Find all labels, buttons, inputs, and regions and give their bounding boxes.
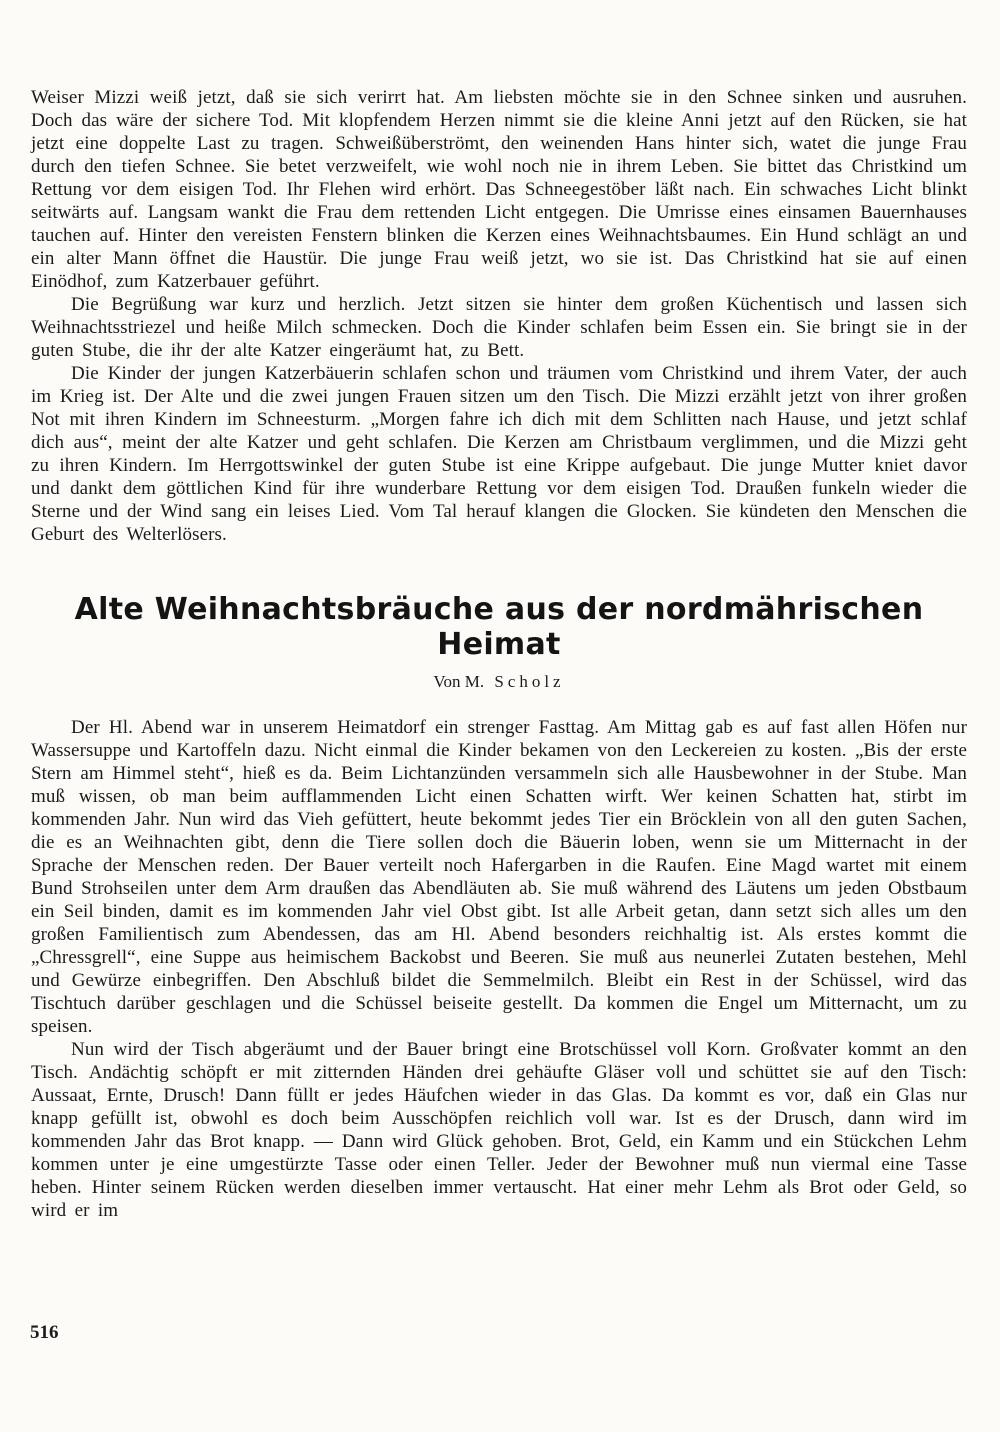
- story-paragraph: Die Kinder der jungen Katzerbäuerin schlafen schon und träumen vom Christkind und ihrem Vater, der auch im Krieg ist. Der Alte und die zwei jungen Frauen sitzen um den Tisch. Die Mizzi erzählt jetzt von ihrer großen Not mit ihren Kindern im Schneesturm. „Morgen fahre ich dich mit dem Schlitten nach Hause, und jetzt schlaf dich aus“, meint der alte Katzer und geht schlafen. Die Kerzen am Christbaum verglimmen, und die Mizzi geht zu ihren Kindern. Im Herrgottswinkel der guten Stube ist eine Krippe aufgebaut. Die junge Mutter kniet davor und dankt dem göttlichen Kind für ihre wunderbare Rettung vor dem eisigen Tod. Draußen funkeln wieder die Sterne und der Wind sang ein leises Lied. Vom Tal herauf klangen die Glocken. Sie kündeten den Menschen die Geburt des Welterlösers.: [31, 363, 967, 545]
- byline-author-name: Scholz: [494, 672, 565, 691]
- byline-prefix: Von M.: [433, 672, 485, 691]
- article-paragraph: Der Hl. Abend war in unserem Heimatdorf ein strenger Fasttag. Am Mittag gab es auf fast allen Höfen nur Wassersuppe und Kartoffeln dazu. Nicht einmal die Kinder bekamen von den Leckereien zu kosten. „Bis der erste Stern am Himmel steht“, hieß es da. Beim Lichtanzünden versammeln sich alle Hausbewohner in der Stube. Man muß wissen, ob man beim aufflammenden Licht einen Schatten wirft. Wer keinen Schatten hat, stirbt im kommenden Jahr. Nun wird das Vieh gefüttert, heute bekommt jedes Tier ein Bröcklein von all den guten Sachen, die es an Weihnachten gibt, denn die Tiere sollen doch die Bäuerin loben, wenn sie um Mitternacht in der Sprache der Menschen reden. Der Bauer verteilt noch Hafergarben in die Raufen. Eine Magd wartet mit einem Bund Strohseilen unter dem Arm draußen das Abendläuten ab. Sie muß während des Läutens um jeden Obstbaum ein Seil binden, damit es im kommenden Jahr viel Obst gibt. Ist alle Arbeit getan, dann setzt sich alles um den großen Familientisch zum Abendessen, das am Hl. Abend besonders reichhaltig ist. Als erstes kommt die „Chressgrell“, eine Suppe aus heimischem Backobst und Beeren. Sie muß aus neunerlei Zutaten bestehen, Mehl und Gewürze einbegriffen. Den Abschluß bildet die Semmelmilch. Bleibt ein Rest in der Schüssel, wird das Tischtuch darüber geschlagen und die Schüssel beiseite gestellt. Da kommen die Engel um Mitternacht, um zu speisen.: [31, 717, 967, 1037]
- story-paragraph: Weiser Mizzi weiß jetzt, daß sie sich verirrt hat. Am liebsten möchte sie in den Schnee sinken und ausruhen. Doch das wäre der sichere Tod. Mit klopfendem Herzen nimmt sie die kleine Anni jetzt auf den Rücken, sie hat jetzt eine doppelte Last zu tragen. Schweißüberströmt, den weinenden Hans hinter sich, watet die junge Frau durch den tiefen Schnee. Sie betet verzweifelt, wie wohl noch nie in ihrem Leben. Sie bittet das Christkind um Rettung vor dem eisigen Tod. Ihr Flehen wird erhört. Das Schneegestöber läßt nach. Ein schwaches Licht blinkt seitwärts auf. Langsam wankt die Frau dem rettenden Licht entgegen. Die Umrisse eines einsamen Bauernhauses tauchen auf. Hinter den vereisten Fenstern blinken die Kerzen eines Weihnachtsbaumes. Ein Hund schlägt an und ein alter Mann öffnet die Haustür. Die junge Frau weiß jetzt, wo sie ist. Das Christkind hat sie auf einen Einödhof, zum Katzerbauer geführt.: [31, 87, 967, 292]
- story-paragraph: Die Begrüßung war kurz und herzlich. Jetzt sitzen sie hinter dem großen Küchentisch und lassen sich Weihnachtsstriezel und heiße Milch schmecken. Doch die Kinder schlafen beim Essen ein. Sie bringt sie in der guten Stube, die ihr der alte Katzer eingeräumt hat, zu Bett.: [31, 294, 967, 361]
- article-paragraph: Nun wird der Tisch abgeräumt und der Bauer bringt eine Brotschüssel voll Korn. Großvater kommt an den Tisch. Andächtig schöpft er mit zitternden Händen drei gehäufte Gläser voll und schüttet sie auf den Tisch: Aussaat, Ernte, Drusch! Dann füllt er jedes Häufchen wieder in das Glas. Da kommt es vor, daß ein Glas nur knapp gefüllt ist, obwohl es doch beim Ausschöpfen reichlich voll war. Ist es der Drusch, dann wird im kommenden Jahr das Brot knapp. — Dann wird Glück gehoben. Brot, Geld, ein Kamm und ein Stückchen Lehm kommen unter je eine umgestürzte Tasse oder einen Teller. Jeder der Bewohner muß nun viermal eine Tasse heben. Hinter seinem Rücken werden dieselben immer vertauscht. Hat einer mehr Lehm als Brot oder Geld, so wird er im: [31, 1039, 967, 1221]
- article-section: [31, 716, 967, 1222]
- article-title: Alte Weihnachtsbräuche aus der nordmährischen Heimat: [74, 592, 924, 662]
- article-byline: [31, 672, 967, 692]
- story-section: [31, 86, 967, 546]
- page-number: 516: [30, 1322, 59, 1343]
